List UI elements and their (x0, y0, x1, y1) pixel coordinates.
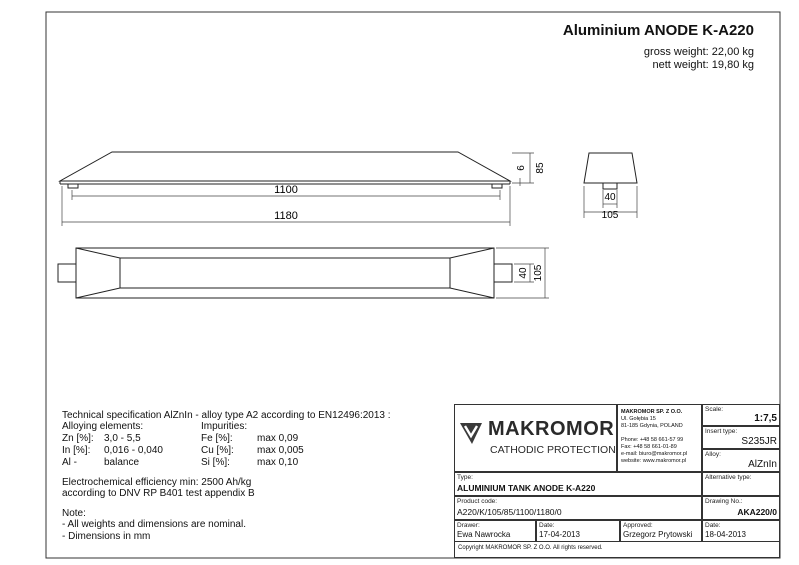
company-fax: Fax: +48 58 661-01-89 (621, 444, 677, 450)
dim-105-side: 105 (601, 210, 619, 221)
insert-type-label: Insert type: (705, 428, 738, 435)
alloying-heading: Alloying elements: (62, 421, 144, 432)
drawer-value: Ewa Nawrocka (457, 530, 511, 539)
type-value: ALUMINIUM TANK ANODE K-A220 (457, 483, 596, 493)
scale-label: Scale: (705, 406, 724, 413)
dim-1100: 1100 (274, 184, 298, 196)
product-code-value: A220/K/105/85/1100/1180/0 (457, 507, 562, 517)
date-approved-value: 18-04-2013 (705, 530, 746, 539)
type-label: Type: (457, 474, 473, 481)
makromor-logo-icon (458, 420, 484, 446)
spec-row-el: Al - (62, 457, 77, 468)
dim-105-top: 105 (533, 264, 544, 282)
spec-row-imp: Si [%]: (201, 457, 230, 468)
brand-name: MAKROMOR (488, 418, 615, 440)
approved-label: Approved: (623, 522, 653, 529)
company-phone: Phone: +48 58 661-57 99 (621, 437, 684, 443)
anode-top-view (58, 248, 512, 298)
efficiency-line-2: according to DNV RP B401 test appendix B (62, 488, 255, 499)
spec-row-el: Zn [%]: (62, 433, 94, 444)
insert-type-value: S235JR (741, 436, 777, 447)
drawing-no-value: AKA220/0 (737, 507, 777, 517)
note-line-2: - Dimensions in mm (62, 531, 151, 542)
dim-40-top: 40 (518, 267, 529, 279)
note-line-1: - All weights and dimensions are nominal. (62, 519, 246, 530)
impurities-heading: Impurities: (201, 421, 248, 432)
date-drawn-label: Date: (539, 522, 555, 529)
efficiency-line-1: Electrochemical efficiency min: 2500 Ah/kg (62, 477, 252, 488)
date-approved-label: Date: (705, 522, 721, 529)
company-name: MAKROMOR SP. Z O.O. (621, 409, 683, 415)
dim-1180: 1180 (274, 210, 298, 222)
spec-row-max: max 0,10 (257, 457, 299, 468)
approved-value: Grzegorz Prytowski (623, 530, 693, 539)
anode-side-view (60, 152, 510, 188)
alloy-label: Alloy: (705, 451, 721, 458)
copyright-notice: Copyright MAKROMOR SP. Z O.O. All rights reserved. (458, 545, 603, 551)
company-street: Ul. Gołębia 15 (621, 416, 656, 422)
spec-heading: Technical specification AlZnIn - alloy type A2 according to EN12496:2013 : (62, 410, 391, 421)
spec-row-el: In [%]: (62, 445, 91, 456)
spec-row-range: balance (104, 457, 140, 468)
spec-row-max: max 0,09 (257, 433, 299, 444)
alloy-value: AlZnIn (748, 459, 777, 470)
company-city: 81-185 Gdynia, POLAND (621, 423, 683, 429)
date-drawn-value: 17-04-2013 (539, 530, 580, 539)
dim-40-side: 40 (604, 192, 616, 203)
anode-end-view (584, 153, 637, 189)
spec-row-range: 0,016 - 0,040 (104, 445, 163, 456)
nett-weight: nett weight: 19,80 kg (652, 59, 754, 71)
dim-6: 6 (516, 165, 527, 171)
drawer-label: Drawer: (457, 522, 480, 529)
company-email: e-mail: biuro@makromor.pl (621, 451, 688, 457)
brand-tagline: CATHODIC PROTECTION (490, 444, 616, 456)
alt-type-label: Alternative type: (705, 474, 752, 481)
dim-85: 85 (535, 162, 546, 174)
company-website: website: www.makromor.pl (621, 458, 687, 464)
product-code-label: Product code: (457, 498, 498, 505)
note-heading: Note: (62, 508, 86, 519)
spec-row-imp: Cu [%]: (201, 445, 234, 456)
gross-weight: gross weight: 22,00 kg (643, 46, 754, 58)
drawing-no-label: Drawing No.: (705, 498, 743, 505)
spec-row-imp: Fe [%]: (201, 433, 233, 444)
spec-row-max: max 0,005 (257, 445, 304, 456)
scale-value: 1:7,5 (754, 413, 777, 424)
drawing-title: Aluminium ANODE K-A220 (562, 22, 754, 39)
spec-row-range: 3,0 - 5,5 (104, 433, 141, 444)
dimension-lines (62, 153, 637, 298)
